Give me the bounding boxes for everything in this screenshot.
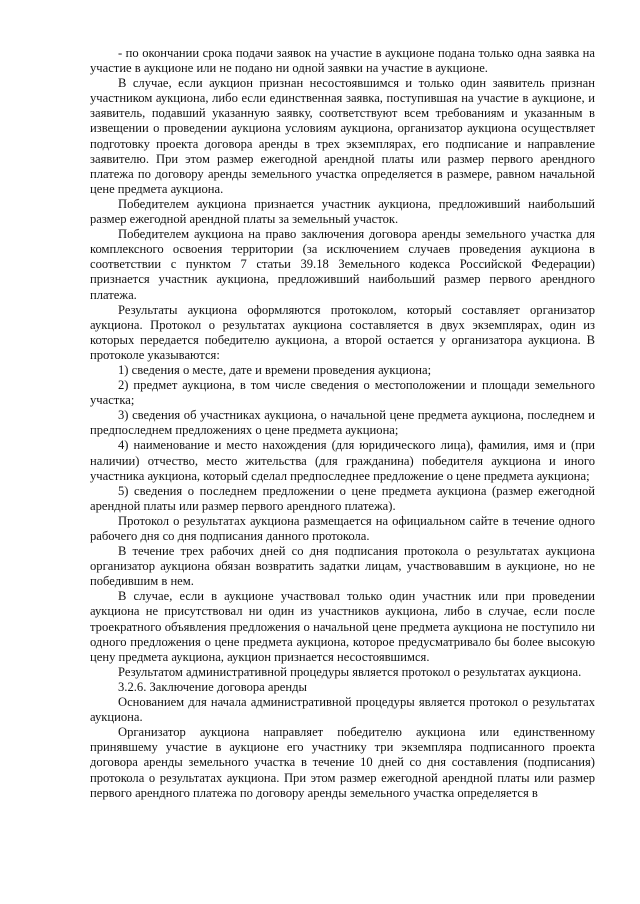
paragraph-9: Результатом административной процедуры является протокол о результатах аукциона. [118, 664, 582, 679]
paragraph-1: - по окончании срока подачи заявок на участие в аукционе подана только одна заявка на участие в аукционе или не подано ни одной заявки на участие в аукционе. [90, 46, 595, 76]
paragraph-8: В случае, если в аукционе участвовал только один участник или при проведении аукциона не присутствовал ни один из участников аукциона, либо в случае, если после троекратного объявления предложения о начальной цене предмета аукциона не поступило ни одного предложения о цене предмета аукциона, которое предусматривало бы более высокую цену предмета аукциона, аукцион признается несостоявшимся. [90, 589, 595, 664]
section-heading: 3.2.6. Заключение договора аренды [118, 679, 307, 694]
paragraph-6: Протокол о результатах аукциона размещается на официальном сайте в течение одного рабочего дня со дня подписания данного протокола. [90, 513, 595, 543]
paragraph-2: В случае, если аукцион признан несостоявшимся и только один заявитель признан участником аукциона, либо если единственная заявка, поступившая на участие в аукционе, и заявитель, подавший указанную заявку, соответствуют всем требованиям и указанным в извещении о проведении аукциона условиям аукциона, организатор аукциона осуществляет подготовку проекта договора аренды в трех экземплярах, его подписание и направление заявителю. При этом размер ежегодной арендной платы или размер первого арендного платежа по договору аренды земельного участка определяется в размере, равном начальной цене предмета аукциона. [90, 76, 595, 196]
list-item-2: 2) предмет аукциона, в том числе сведения о местоположении и площади земельного участка; [90, 378, 595, 408]
paragraph-4: Победителем аукциона на право заключения договора аренды земельного участка для комплексного освоения территории (за исключением случаев проведения аукциона в соответствии с пунктом 7 статьи 39.18 Земельного кодекса Российской Федерации) признается участник аукциона, предложивший наибольший размер первого арендного платежа. [90, 227, 595, 302]
paragraph-3: Победителем аукциона признается участник аукциона, предложивший наибольший размер ежегодной арендной платы за земельный участок. [90, 196, 595, 227]
document-page [90, 46, 595, 801]
list-item-3: 3) сведения об участниках аукциона, о начальной цене предмета аукциона, последнем и предпоследнем предложениях о цене предмета аукциона; [90, 408, 595, 438]
paragraph-11: Организатор аукциона направляет победителю аукциона или единственному принявшему участие в аукционе его участнику три экземпляра подписанного проекта договора аренды земельного участка в течение 10 дней со дня составления (подписания) протокола о результатах аукциона. При этом размер ежегодной арендной платы или размер первого арендного платежа по договору аренды земельного участка определяется в [90, 725, 595, 800]
list-item-1: 1) сведения о месте, дате и времени проведения аукциона; [118, 362, 432, 377]
paragraph-10: Основанием для начала административной процедуры является протокол о результатах аукциона. [90, 695, 595, 725]
paragraph-7: В течение трех рабочих дней со дня подписания протокола о результатах аукциона организатор аукциона обязан возвратить задатки лицам, участвовавшим в аукционе, но не победившим в нем. [90, 544, 595, 589]
list-item-5: 5) сведения о последнем предложении о цене предмета аукциона (размер ежегодной арендной платы или размер первого арендного платежа). [90, 483, 595, 513]
paragraph-5: Результаты аукциона оформляются протоколом, который составляет организатор аукциона. Протокол о результатах аукциона составляется в двух экземплярах, один из которых передается победителю аукциона, а второй остается у организатора аукциона. В протоколе указываются: [90, 302, 595, 362]
list-item-4: 4) наименование и место нахождения (для юридического лица), фамилия, имя и (при наличии) отчество, место жительства (для гражданина) победителя аукциона и иного участника аукциона, который сделал предпоследнее предложение о цене предмета аукциона; [90, 438, 595, 483]
